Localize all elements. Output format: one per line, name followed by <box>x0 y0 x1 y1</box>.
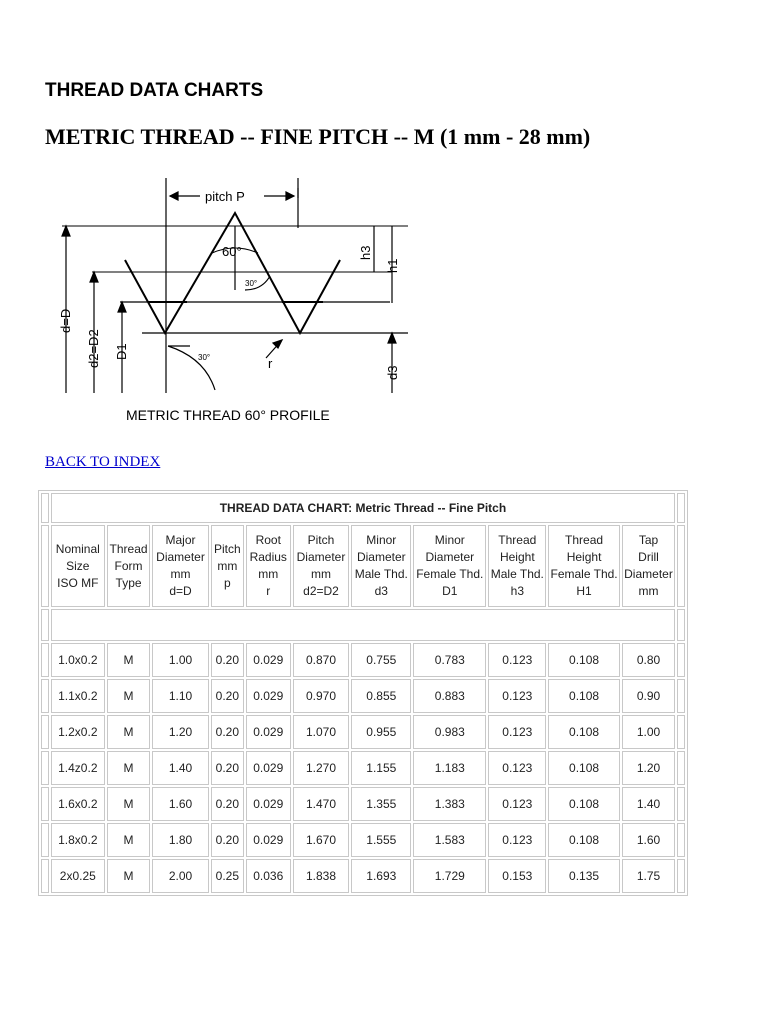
column-header-line: mm <box>258 567 279 581</box>
column-header <box>107 525 150 607</box>
table-cell: 0.123 <box>488 751 546 785</box>
table-cell: 1.10 <box>152 679 209 713</box>
column-header-line: Size <box>66 558 90 573</box>
column-header-line: Diameter <box>156 550 205 564</box>
table-cell: 1.583 <box>413 823 486 857</box>
column-header-line: Radius <box>249 550 287 564</box>
column-header-line: Root <box>255 533 281 547</box>
column-header-line: Thread <box>109 541 148 556</box>
table-row <box>41 787 685 821</box>
table-cell: 0.855 <box>351 679 411 713</box>
table-cell: 0.883 <box>413 679 486 713</box>
angle-30-label-b: 30° <box>198 353 211 362</box>
table-cell: 0.90 <box>622 679 675 713</box>
table-cell: 0.036 <box>246 859 291 893</box>
column-header-line: r <box>266 584 271 598</box>
table-cell: M <box>107 823 150 857</box>
table-row <box>41 679 685 713</box>
table-row <box>41 823 685 857</box>
table-cell: 0.029 <box>246 787 291 821</box>
d3-label: d3 <box>385 365 400 380</box>
angle-60-label: 60° <box>222 244 242 259</box>
table-cell: 0.108 <box>548 643 619 677</box>
table-cell: 0.135 <box>548 859 619 893</box>
table-cell: 1.60 <box>152 787 209 821</box>
table-cell: 0.25 <box>211 859 244 893</box>
table-cell: 0.123 <box>488 643 546 677</box>
h3-label: h3 <box>358 245 373 260</box>
table-cell: 0.783 <box>413 643 486 677</box>
column-header-line: mm <box>170 567 191 581</box>
thread-data-table <box>38 490 688 896</box>
table-cell: 0.20 <box>211 787 244 821</box>
column-header-line: d=D <box>169 584 192 598</box>
table-header-row <box>41 525 685 607</box>
table-cell: 1.1x0.2 <box>51 679 105 713</box>
table-row <box>41 859 685 893</box>
column-header <box>51 525 105 607</box>
column-header <box>293 525 350 607</box>
table-cell: 0.108 <box>548 679 619 713</box>
table-cell: 1.4z0.2 <box>51 751 105 785</box>
table-cell: 1.270 <box>293 751 350 785</box>
angle-30-label-a: 30° <box>245 279 258 288</box>
table-row <box>41 643 685 677</box>
column-header-line: Male Thd. <box>490 567 544 581</box>
table-cell: 0.123 <box>488 715 546 749</box>
table-cell: 0.20 <box>211 823 244 857</box>
column-header-line: Diameter <box>356 550 406 564</box>
table-title-row <box>41 493 685 523</box>
table-cell: 0.029 <box>246 823 291 857</box>
column-header <box>548 525 619 607</box>
thread-profile-diagram <box>40 168 460 433</box>
column-header-line: mm <box>310 567 331 581</box>
table-cell: 0.870 <box>293 643 350 677</box>
table-cell: 1.729 <box>413 859 486 893</box>
table-cell: 1.40 <box>152 751 209 785</box>
table-cell: 0.80 <box>622 643 675 677</box>
column-header <box>488 525 546 607</box>
table-cell: 1.670 <box>293 823 350 857</box>
column-header-line: Major <box>165 533 196 547</box>
column-header-line: Male Thd. <box>354 567 408 581</box>
table-cell: M <box>107 787 150 821</box>
table-cell: 0.108 <box>548 823 619 857</box>
column-header-line: Form <box>114 558 143 573</box>
root-radius-label: r <box>268 356 273 371</box>
table-row <box>41 715 685 749</box>
table-cell: 1.155 <box>351 751 411 785</box>
table-title: THREAD DATA CHART: Metric Thread -- Fine Pitch <box>51 493 675 523</box>
column-header-line: Diameter <box>425 550 475 564</box>
table-cell: M <box>107 715 150 749</box>
column-header-line: Thread <box>565 533 604 547</box>
column-header-line: mm <box>217 558 238 573</box>
table-cell: 0.983 <box>413 715 486 749</box>
table-cell: 0.20 <box>211 643 244 677</box>
table-cell: 0.20 <box>211 751 244 785</box>
page-title: THREAD DATA CHARTS <box>45 80 264 101</box>
table-cell: 1.555 <box>351 823 411 857</box>
column-header-line: Female Thd. <box>416 567 484 581</box>
column-header-line: Height <box>566 550 602 564</box>
table-cell: 1.838 <box>293 859 350 893</box>
table-cell: 0.153 <box>488 859 546 893</box>
table-cell: 0.108 <box>548 715 619 749</box>
column-header <box>351 525 411 607</box>
table-cell: 1.383 <box>413 787 486 821</box>
column-header-line: Minor <box>366 533 397 547</box>
column-header-line: Pitch <box>307 533 335 547</box>
table-cell: 1.6x0.2 <box>51 787 105 821</box>
thread-data-table-wrapper <box>38 490 688 896</box>
table-cell: 2x0.25 <box>51 859 105 893</box>
column-header-line: Thread <box>498 533 537 547</box>
table-cell: 0.108 <box>548 787 619 821</box>
pitch-label: pitch P <box>205 189 245 204</box>
column-header-line: H1 <box>576 584 592 598</box>
D1-label: D1 <box>114 343 129 360</box>
column-header <box>413 525 486 607</box>
table-cell: 1.00 <box>622 715 675 749</box>
table-cell: 1.20 <box>622 751 675 785</box>
table-cell: 1.2x0.2 <box>51 715 105 749</box>
table-cell: 1.8x0.2 <box>51 823 105 857</box>
table-cell: 1.355 <box>351 787 411 821</box>
table-cell: 0.20 <box>211 715 244 749</box>
table-cell: M <box>107 751 150 785</box>
table-row <box>41 751 685 785</box>
page-subtitle: METRIC THREAD -- FINE PITCH -- M (1 mm - 28 mm) <box>45 124 591 149</box>
column-header-line: Type <box>115 575 142 590</box>
table-cell: 1.80 <box>152 823 209 857</box>
table-cell: 0.123 <box>488 679 546 713</box>
table-cell: 1.20 <box>152 715 209 749</box>
table-cell: 0.20 <box>211 679 244 713</box>
column-header-line: ISO MF <box>57 575 99 590</box>
column-header <box>152 525 209 607</box>
table-cell: 1.0x0.2 <box>51 643 105 677</box>
table-cell: 0.755 <box>351 643 411 677</box>
table-cell: 0.123 <box>488 787 546 821</box>
diagram-caption: METRIC THREAD 60° PROFILE <box>126 407 330 423</box>
table-cell: 1.183 <box>413 751 486 785</box>
thread-profile-line <box>125 213 340 333</box>
d-equals-D-label: d=D <box>58 308 73 333</box>
table-cell: 1.75 <box>622 859 675 893</box>
table-cell: 0.029 <box>246 679 291 713</box>
column-header <box>622 525 675 607</box>
table-cell: 1.40 <box>622 787 675 821</box>
table-cell: 1.00 <box>152 643 209 677</box>
table-cell: 0.123 <box>488 823 546 857</box>
table-cell: 1.60 <box>622 823 675 857</box>
h1-label: h1 <box>385 258 400 273</box>
column-header-line: d3 <box>374 584 388 598</box>
column-header-line: Drill <box>638 550 659 564</box>
table-cell: 2.00 <box>152 859 209 893</box>
d2-equals-D2-label: d2=D2 <box>86 329 101 368</box>
table-cell: 0.029 <box>246 715 291 749</box>
column-header-line: Minor <box>434 533 465 547</box>
column-header-line: Pitch <box>214 541 241 556</box>
table-cell: 1.070 <box>293 715 350 749</box>
column-header-line: Diameter <box>624 567 673 581</box>
column-header-line: mm <box>638 584 659 598</box>
column-header-line: Height <box>499 550 535 564</box>
column-header-line: p <box>224 575 231 590</box>
table-cell: 1.693 <box>351 859 411 893</box>
column-header-line: Tap <box>638 533 659 547</box>
column-header-line: Diameter <box>296 550 346 564</box>
table-cell: M <box>107 679 150 713</box>
table-cell: M <box>107 643 150 677</box>
column-header-line: Female Thd. <box>550 567 618 581</box>
table-cell: M <box>107 859 150 893</box>
column-header-line: h3 <box>510 584 524 598</box>
column-header-line: d2=D2 <box>303 584 339 598</box>
table-cell: 0.029 <box>246 751 291 785</box>
table-cell: 0.955 <box>351 715 411 749</box>
column-header <box>246 525 291 607</box>
table-cell: 1.470 <box>293 787 350 821</box>
column-header-line: D1 <box>442 584 458 598</box>
table-cell: 0.108 <box>548 751 619 785</box>
back-to-index-link[interactable]: BACK TO INDEX <box>45 454 161 470</box>
column-header <box>211 525 244 607</box>
column-header-line: Nominal <box>55 541 100 556</box>
table-spacer-row <box>41 609 685 641</box>
table-cell: 0.970 <box>293 679 350 713</box>
table-cell: 0.029 <box>246 643 291 677</box>
